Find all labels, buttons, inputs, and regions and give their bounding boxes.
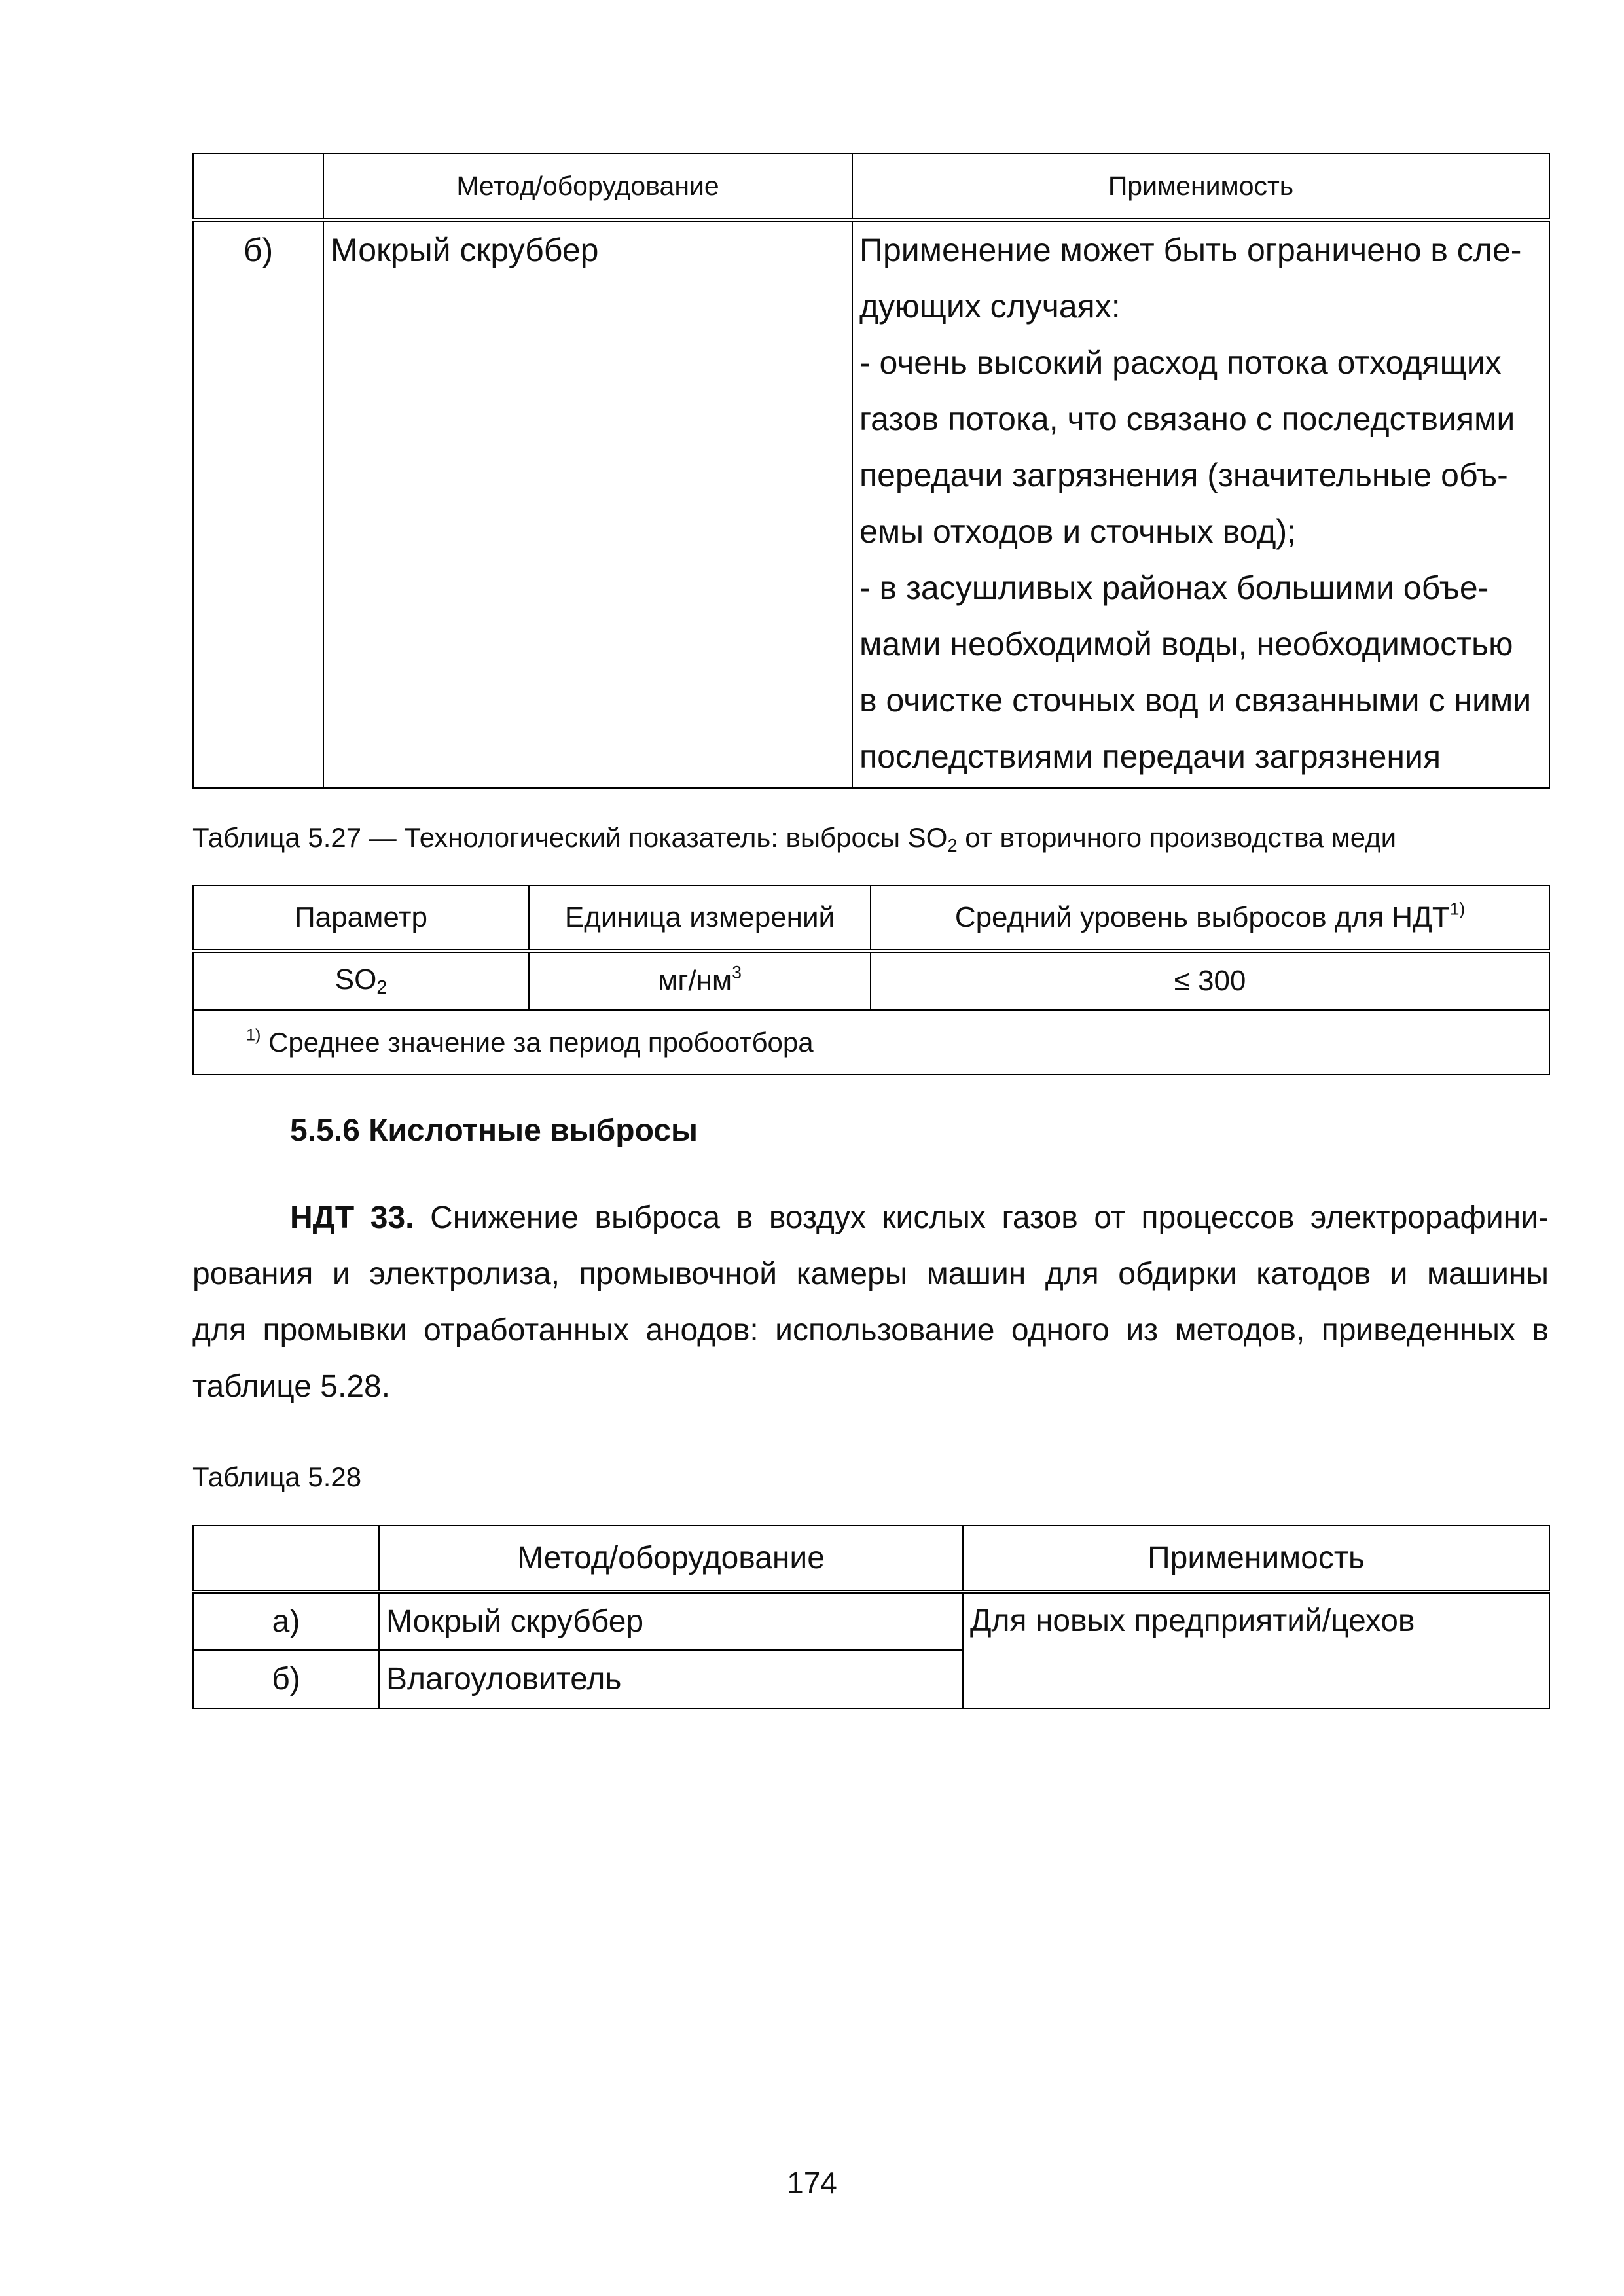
caption-text-end: от вторичного производства меди bbox=[957, 822, 1397, 853]
applicability-line: - в засушливых районах большими объе- bbox=[859, 569, 1489, 606]
page-number: 174 bbox=[787, 2166, 837, 2200]
unit-text: мг/нм bbox=[658, 965, 732, 997]
applicability-line: мами необходимой воды, необходимостью bbox=[859, 626, 1513, 662]
row-method: Мокрый скруббер bbox=[379, 1592, 963, 1650]
row-applicability bbox=[852, 220, 1549, 788]
paragraph-line: рования и электролиза, промывочной камеры машин для обдирки катодов и машины bbox=[192, 1257, 1549, 1291]
footnote-marker: 1) bbox=[246, 1025, 261, 1044]
paragraph-line: для промывки отработанных анодов: использование одного из методов, приведенных в bbox=[192, 1313, 1549, 1348]
paragraph-line: таблице 5.28. bbox=[192, 1369, 391, 1404]
caption-subscript: 2 bbox=[947, 834, 958, 855]
table-528-caption: Таблица 5.28 bbox=[192, 1462, 362, 1492]
header-applicability: Применимость bbox=[963, 1526, 1549, 1592]
applicability-line: передачи загрязнения (значительные объ- bbox=[859, 457, 1508, 493]
applicability-line: емы отходов и сточных вод); bbox=[859, 513, 1296, 550]
applicability-line: дующих случаях: bbox=[859, 288, 1121, 325]
unit-superscript: 3 bbox=[732, 962, 742, 982]
header-level-text: Средний уровень выбросов для НДТ bbox=[954, 901, 1450, 933]
header-applicability: Применимость bbox=[852, 154, 1549, 220]
header-method: Метод/оборудование bbox=[379, 1526, 963, 1592]
table-527-caption bbox=[192, 822, 1396, 856]
parameter-text: SO bbox=[334, 963, 377, 996]
caption-text: Таблица 5.27 — Технологический показатель: выбросы SO bbox=[192, 822, 948, 853]
cell-unit bbox=[529, 951, 871, 1010]
ndt33-label: НДТ 33. bbox=[290, 1200, 414, 1235]
applicability-line: Применение может быть ограничено в сле- bbox=[859, 232, 1522, 268]
footnote-ref: 1) bbox=[1449, 899, 1466, 919]
parameter-subscript: 2 bbox=[376, 977, 388, 999]
table-528 bbox=[192, 1525, 1550, 1709]
cell-value: ≤ 300 bbox=[871, 951, 1549, 1010]
applicability-line: последствиями передачи загрязнения bbox=[859, 738, 1441, 775]
ndt33-text: Снижение выброса в воздух кислых газов от процессов электрорафини- bbox=[414, 1200, 1549, 1235]
header-method: Метод/оборудование bbox=[323, 154, 852, 220]
table-continuation bbox=[192, 153, 1550, 789]
footnote-text: Среднее значение за период пробоотбора bbox=[261, 1026, 814, 1058]
paragraph-line bbox=[192, 1190, 1549, 1246]
row-method: Мокрый скруббер bbox=[323, 220, 852, 788]
row-method: Влагоуловитель bbox=[379, 1650, 963, 1708]
header-parameter: Параметр bbox=[193, 886, 529, 951]
section-heading: 5.5.6 Кислотные выбросы bbox=[290, 1113, 698, 1148]
cell-parameter bbox=[193, 951, 529, 1010]
applicability-line: газов потока, что связано с последствиями bbox=[859, 401, 1515, 437]
header-empty-cell bbox=[193, 1526, 379, 1592]
header-empty-cell bbox=[193, 154, 323, 220]
header-level bbox=[871, 886, 1549, 951]
row-label: б) bbox=[193, 220, 323, 788]
table-527 bbox=[192, 885, 1550, 1075]
row-label: б) bbox=[193, 1650, 379, 1708]
table-527-footnote bbox=[193, 1010, 1549, 1075]
row-applicability: Для новых предприятий/цехов bbox=[963, 1592, 1549, 1708]
row-label: а) bbox=[193, 1592, 379, 1650]
applicability-line: в очистке сточных вод и связанными с ними bbox=[859, 682, 1532, 719]
applicability-line: - очень высокий расход потока отходящих bbox=[859, 344, 1502, 381]
header-unit: Единица измерений bbox=[529, 886, 871, 951]
ndt33-paragraph bbox=[192, 1190, 1549, 1415]
